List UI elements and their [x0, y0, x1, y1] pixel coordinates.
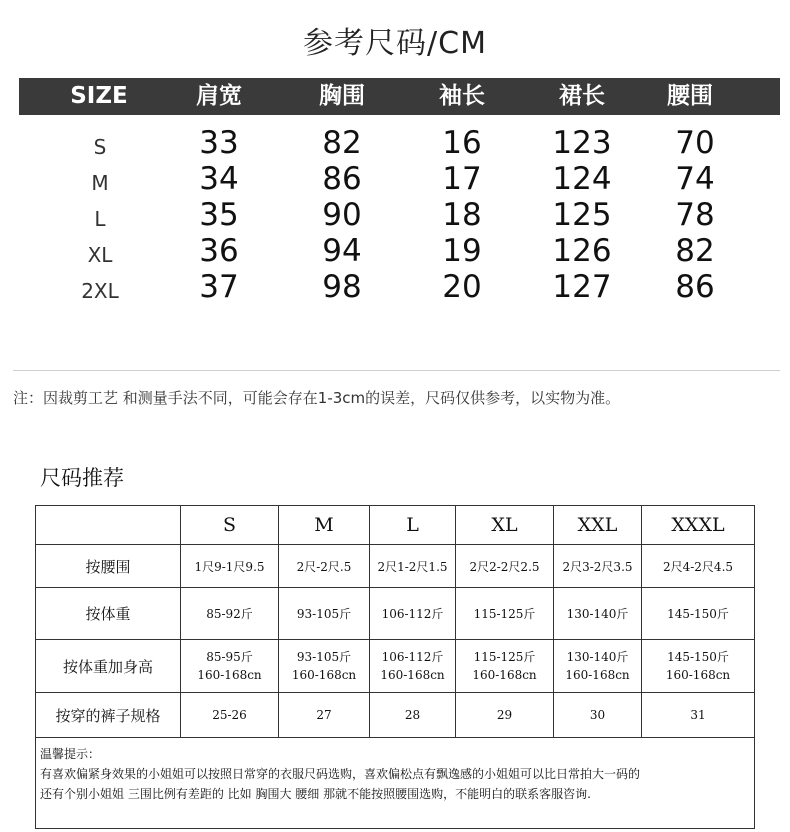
- skirt-length-value: 127: [552, 269, 612, 305]
- recommend-header-row: [36, 506, 755, 545]
- size-col-header: L: [370, 506, 456, 545]
- shoulder-value: 36: [199, 233, 239, 269]
- waist-value: 70: [675, 125, 715, 161]
- weight-range: 145-150斤: [667, 650, 729, 664]
- size-label: S: [93, 135, 107, 159]
- waist-value: 86: [675, 269, 715, 305]
- table-cell: 2尺4-2尺4.5: [642, 545, 755, 588]
- waist-value: 82: [675, 233, 715, 269]
- table-cell: 2尺2-2尺2.5: [456, 545, 554, 588]
- weight-range: 106-112斤: [381, 650, 444, 664]
- corner-cell: [36, 506, 181, 545]
- bust-value: 82: [322, 125, 362, 161]
- table-cell: 2尺3-2尺3.5: [554, 545, 642, 588]
- size-col-header: XXXL: [642, 506, 755, 545]
- table-cell: 31: [642, 693, 755, 738]
- header-skirt-length: 裙长: [559, 83, 605, 109]
- weight-range: 93-105斤: [296, 650, 352, 664]
- sleeve-value: 19: [442, 233, 482, 269]
- table-cell: 93-105斤: [279, 588, 370, 640]
- size-label: L: [94, 207, 106, 231]
- row-label: 按穿的裤子规格: [36, 693, 181, 738]
- row-label: 按腰围: [36, 545, 181, 588]
- height-range: 160-168cn: [380, 668, 445, 682]
- section-divider: [13, 370, 780, 371]
- shoulder-value: 37: [199, 269, 239, 305]
- size-recommend-table: [35, 505, 755, 829]
- size-label: 2XL: [81, 279, 119, 303]
- sleeve-value: 17: [442, 161, 482, 197]
- table-cell: [279, 640, 370, 693]
- recommend-row-waist: [36, 545, 755, 588]
- waist-value: 74: [675, 161, 715, 197]
- header-waist: 腰围: [667, 83, 713, 109]
- height-range: 160-168cn: [197, 668, 262, 682]
- weight-range: 130-140斤: [566, 650, 629, 664]
- table-cell: 145-150斤: [642, 588, 755, 640]
- tips-line: 有喜欢偏紧身效果的小姐姐可以按照日常穿的衣服尺码选购，喜欢偏松点有飘逸感的小姐姐可以比日常拍大一码的: [40, 767, 641, 781]
- bust-value: 98: [322, 269, 362, 305]
- tips-cell: [36, 738, 755, 829]
- size-label: XL: [87, 243, 113, 267]
- table-cell: 1尺9-1尺9.5: [181, 545, 279, 588]
- table-cell: 25-26: [181, 693, 279, 738]
- row-label: 按体重加身高: [36, 640, 181, 693]
- table-cell: [456, 640, 554, 693]
- size-row: [0, 269, 790, 305]
- size-col-header: M: [279, 506, 370, 545]
- recommend-row-weight: [36, 588, 755, 640]
- weight-range: 115-125斤: [473, 650, 536, 664]
- recommend-title: 尺码推荐: [40, 466, 124, 490]
- size-table-header: [19, 78, 780, 115]
- skirt-length-value: 123: [552, 125, 612, 161]
- table-cell: 2尺-2尺.5: [279, 545, 370, 588]
- shoulder-value: 34: [199, 161, 239, 197]
- skirt-length-value: 124: [552, 161, 612, 197]
- header-bust: 胸围: [319, 83, 365, 109]
- sleeve-value: 20: [442, 269, 482, 305]
- header-shoulder: 肩宽: [196, 83, 242, 109]
- table-cell: 106-112斤: [370, 588, 456, 640]
- height-range: 160-168cn: [565, 668, 630, 682]
- sleeve-value: 16: [442, 125, 482, 161]
- measurement-note: 注：因裁剪工艺 和测量手法不同，可能会存在1-3cm的误差，尺码仅供参考，以实物为准。: [13, 389, 621, 407]
- size-row: [0, 197, 790, 233]
- page-title: 参考尺码/CM: [303, 26, 487, 61]
- tips-heading: 温馨提示：: [40, 747, 101, 761]
- size-col-header: XL: [456, 506, 554, 545]
- sleeve-value: 18: [442, 197, 482, 233]
- table-cell: 30: [554, 693, 642, 738]
- size-row: [0, 233, 790, 269]
- table-cell: 130-140斤: [554, 588, 642, 640]
- tips-row: [36, 738, 755, 829]
- waist-value: 78: [675, 197, 715, 233]
- table-cell: 85-92斤: [181, 588, 279, 640]
- bust-value: 86: [322, 161, 362, 197]
- size-col-header: S: [181, 506, 279, 545]
- skirt-length-value: 126: [552, 233, 612, 269]
- size-row: [0, 125, 790, 161]
- height-range: 160-168cn: [472, 668, 537, 682]
- recommend-row-weight-height: [36, 640, 755, 693]
- size-row: [0, 161, 790, 197]
- shoulder-value: 35: [199, 197, 239, 233]
- table-cell: [370, 640, 456, 693]
- header-size: SIZE: [70, 83, 128, 109]
- bust-value: 94: [322, 233, 362, 269]
- table-cell: 29: [456, 693, 554, 738]
- table-cell: 2尺1-2尺1.5: [370, 545, 456, 588]
- bust-value: 90: [322, 197, 362, 233]
- recommend-row-pants: [36, 693, 755, 738]
- table-cell: 27: [279, 693, 370, 738]
- height-range: 160-168cn: [665, 668, 731, 682]
- table-cell: [554, 640, 642, 693]
- height-range: 160-168cn: [291, 668, 357, 682]
- size-col-header: XXL: [554, 506, 642, 545]
- header-sleeve: 袖长: [439, 83, 485, 109]
- shoulder-value: 33: [199, 125, 239, 161]
- table-cell: 115-125斤: [456, 588, 554, 640]
- row-label: 按体重: [36, 588, 181, 640]
- table-cell: [642, 640, 755, 693]
- weight-range: 85-95斤: [206, 650, 253, 664]
- size-label: M: [91, 171, 109, 195]
- skirt-length-value: 125: [552, 197, 612, 233]
- table-cell: 28: [370, 693, 456, 738]
- tips-line: 还有个别小姐姐 三围比例有差距的 比如 胸围大 腰细 那就不能按照腰围选购，不能明白的联系客服咨询.: [40, 787, 591, 801]
- table-cell: [181, 640, 279, 693]
